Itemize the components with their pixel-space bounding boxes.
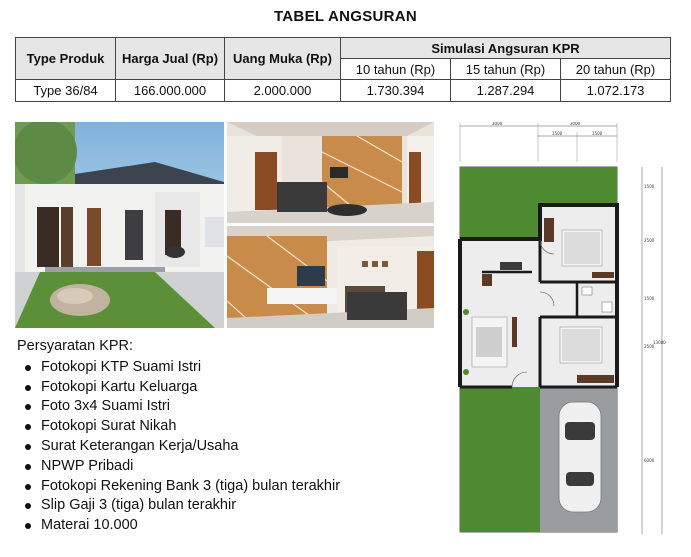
col-simulasi: Simulasi Angsuran KPR — [341, 38, 671, 59]
dim-top-4: 1500 — [592, 131, 603, 136]
list-item: Fotokopi Rekening Bank 3 (tiga) bulan terakhir — [17, 477, 437, 497]
list-item: Fotokopi Surat Nikah — [17, 417, 437, 437]
dim-total: 13000 — [653, 340, 666, 345]
dim-top-1: 3000 — [492, 122, 503, 126]
tenor-20: 20 tahun (Rp) — [561, 59, 671, 80]
list-item: Fotokopi Kartu Keluarga — [17, 378, 437, 398]
dim-top-3: 1500 — [552, 131, 563, 136]
cell-angsuran-10: 1.730.394 — [341, 80, 451, 102]
dim-right-4: 2500 — [644, 344, 655, 349]
exterior-photo — [15, 122, 224, 328]
col-harga-jual: Harga Jual (Rp) — [116, 38, 225, 80]
dim-top-2: 3000 — [570, 122, 581, 126]
cell-angsuran-15: 1.287.294 — [451, 80, 561, 102]
interior-photo-2 — [227, 226, 434, 328]
table-row — [16, 80, 671, 102]
cell-type: Type 36/84 — [16, 80, 116, 102]
list-item: Surat Keterangan Kerja/Usaha — [17, 437, 437, 457]
requirements-list — [17, 358, 437, 536]
list-item: NPWP Pribadi — [17, 457, 437, 477]
cell-angsuran-20: 1.072.173 — [561, 80, 671, 102]
dim-right-5: 6000 — [644, 458, 655, 463]
tenor-15: 15 tahun (Rp) — [451, 59, 561, 80]
dim-right-2: 2500 — [644, 238, 655, 243]
list-item: Fotokopi KTP Suami Istri — [17, 358, 437, 378]
requirements-title: Persyaratan KPR: — [17, 338, 134, 354]
tenor-10: 10 tahun (Rp) — [341, 59, 451, 80]
dim-right-3: 1500 — [644, 296, 655, 301]
interior-photo-1 — [227, 122, 434, 223]
dim-right-1: 1500 — [644, 184, 655, 189]
kpr-requirements — [17, 337, 437, 536]
list-item: Materai 10.000 — [17, 516, 437, 536]
list-item: Slip Gaji 3 (tiga) bulan terakhir — [17, 496, 437, 516]
floor-plan — [452, 122, 677, 552]
cell-uang-muka: 2.000.000 — [225, 80, 341, 102]
col-uang-muka: Uang Muka (Rp) — [225, 38, 341, 80]
cell-harga: 166.000.000 — [116, 80, 225, 102]
list-item: Foto 3x4 Suami Istri — [17, 397, 437, 417]
installment-table — [15, 37, 671, 102]
page-title: TABEL ANGSURAN — [273, 8, 418, 25]
col-type-produk: Type Produk — [16, 38, 116, 80]
